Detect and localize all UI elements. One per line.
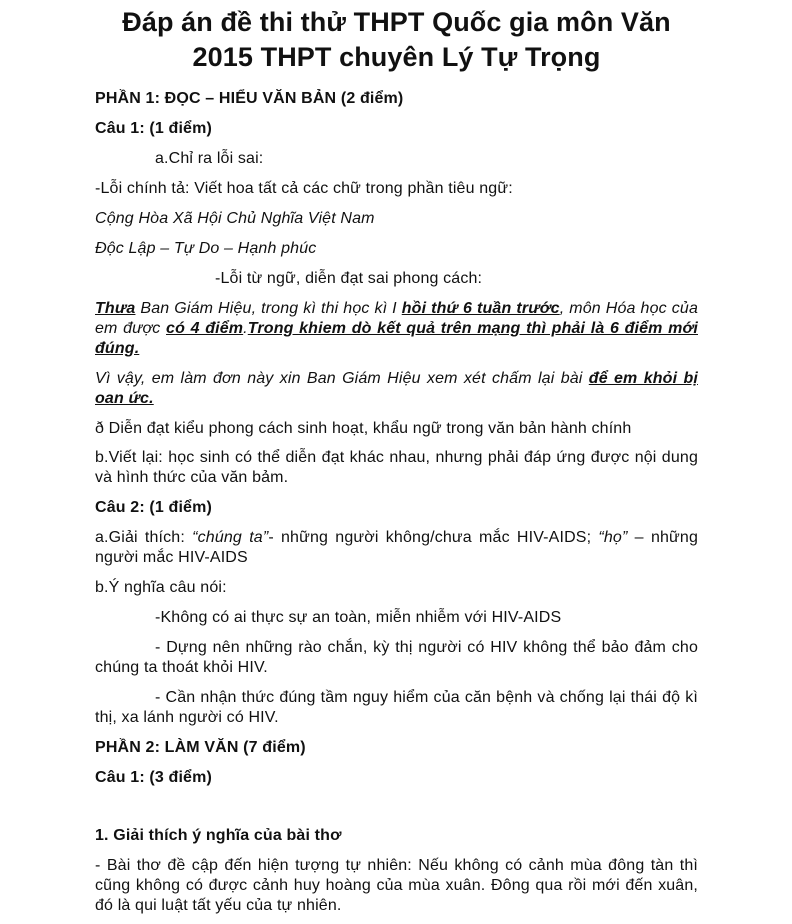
title-line-1: Đáp án đề thi thử THPT Quốc gia môn Văn xyxy=(122,7,671,37)
style-conclusion: ð Diễn đạt kiểu phong cách sinh hoạt, khẩu ngữ trong văn bản hành chính xyxy=(95,420,632,437)
quote1-text-1: Ban Giám Hiệu, trong kì thi học kì I xyxy=(135,300,402,317)
q2-a-term-1: “chúng ta” xyxy=(192,529,269,546)
quote1-underline-3: có 4 điểm xyxy=(166,320,244,337)
q2-a-def-2: – những người mắc HIV-AIDS xyxy=(95,529,698,566)
motto-line-1: Cộng Hòa Xã Hội Chủ Nghĩa Việt Nam xyxy=(95,210,375,227)
q2-point-2: - Dựng nên những rào chắn, kỳ thị người có HIV không thể bảo đảm cho chúng ta thoát khỏi HIV. xyxy=(95,639,698,676)
motto-line-2: Độc Lập – Tự Do – Hạnh phúc xyxy=(95,240,317,257)
q2-a-term-2: “họ” xyxy=(598,529,628,546)
q2-b-label: b.Ý nghĩa câu nói: xyxy=(95,579,227,596)
part1-heading: PHẦN 1: ĐỌC – HIỂU VĂN BẢN (2 điểm) xyxy=(95,90,404,107)
quote2-text-1: Vì vậy, em làm đơn này xin Ban Giám Hiệu xem xét chấm lại bài xyxy=(95,370,589,387)
quote1-text-2: , môn Hóa học của em được xyxy=(95,300,698,337)
quote1-underline-4: Trong khiem dò kết quả trên mạng thì phải là 6 điểm mới đúng. xyxy=(95,320,698,357)
part2-heading: PHẦN 2: LÀM VĂN (7 điểm) xyxy=(95,739,306,756)
section1-text: - Bài thơ đề cập đến hiện tượng tự nhiên: Nếu không có cảnh mùa đông tàn thì cũng không có được cảnh huy hoàng của mùa xuân. Đông qua rồi mới đến xuân, đó là qui luật tất yếu của tự nhiên. xyxy=(95,857,698,914)
q2-heading: Câu 2: (1 điểm) xyxy=(95,499,212,516)
quote1-underline-1: Thưa xyxy=(95,300,136,317)
q2-point-3: - Cần nhận thức đúng tầm nguy hiểm của căn bệnh và chống lại thái độ kì thị, xa lánh người có HIV. xyxy=(95,689,698,726)
quote-paragraph-1 xyxy=(95,299,698,359)
section1-heading: 1. Giải thích ý nghĩa của bài thơ xyxy=(95,827,342,844)
quote1-underline-2: hồi thứ 6 tuần trước xyxy=(401,300,560,317)
q1-heading: Câu 1: (1 điểm) xyxy=(95,120,212,137)
q2-a-explanation xyxy=(95,528,698,568)
document-page xyxy=(95,0,698,914)
q2-point-1: -Không có ai thực sự an toàn, miễn nhiễm với HIV-AIDS xyxy=(155,609,562,626)
quote-paragraph-2 xyxy=(95,369,698,409)
q1-b-rewrite: b.Viết lại: học sinh có thể diễn đạt khác nhau, nhưng phải đáp ứng được nội dung và hình thức của văn bảm. xyxy=(95,449,698,486)
quote1-text-3: . xyxy=(243,320,248,337)
spelling-error: -Lỗi chính tả: Viết hoa tất cả các chữ trong phần tiêu ngữ: xyxy=(95,180,513,197)
part2-q1-heading: Câu 1: (3 điểm) xyxy=(95,769,212,786)
document-title xyxy=(95,5,698,75)
q2-a-def-1: - những người không/chưa mắc HIV-AIDS; xyxy=(268,529,599,546)
q1-a-label: a.Chỉ ra lỗi sai: xyxy=(155,150,264,167)
q2-a-prefix: a.Giải thích: xyxy=(95,529,193,546)
quote2-underline-1: để em khỏi bị oan ức. xyxy=(95,370,698,407)
title-line-2: 2015 THPT chuyên Lý Tự Trọng xyxy=(192,42,601,72)
style-error: -Lỗi từ ngữ, diễn đạt sai phong cách: xyxy=(215,270,483,287)
